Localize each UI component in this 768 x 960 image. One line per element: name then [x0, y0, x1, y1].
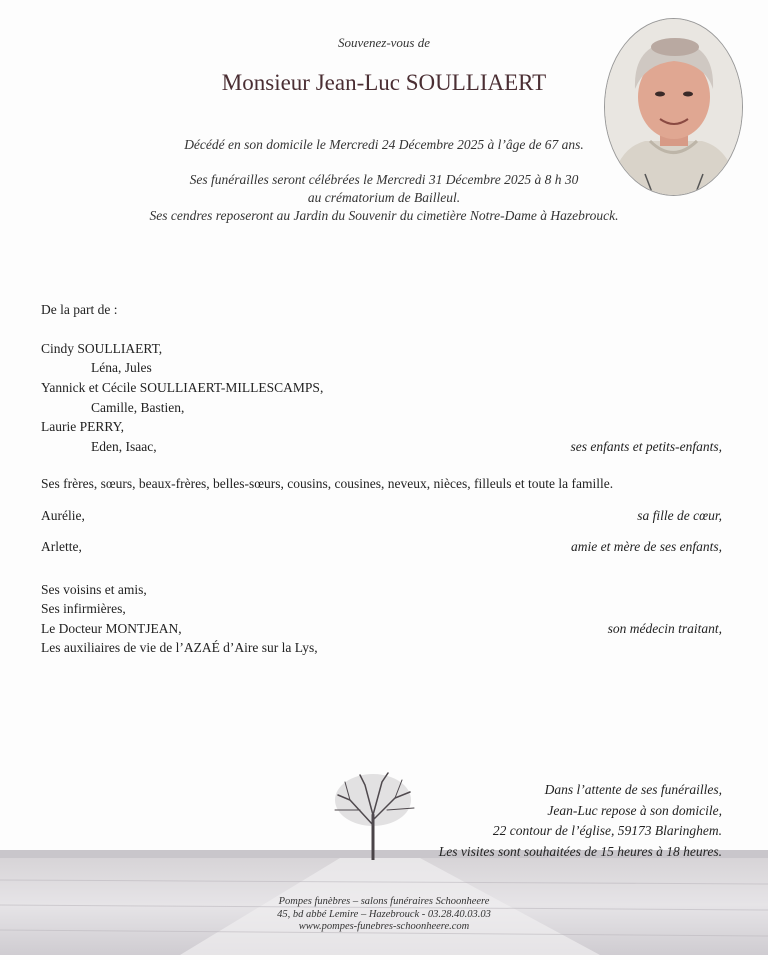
family-line: Cindy SOULLIAERT, [41, 341, 163, 356]
siblings-line: Ses frères, sœurs, beaux-frères, belles-sœurs, cousins, cousines, neveux, nièces, filleuls et toute la famille. [41, 476, 614, 491]
closing-text [439, 780, 722, 862]
family-line: Arlette, [41, 539, 82, 554]
others-line: Les auxiliaires de vie de l’AZAÉ d’Aire sur la Lys, [41, 640, 318, 655]
children-relation: ses enfants et petits-enfants, [570, 439, 722, 454]
closing-line: Jean-Luc repose à son domicile, [547, 802, 722, 818]
footer-website[interactable]: www.pompes-funebres-schoonheere.com [298, 921, 470, 932]
deceased-name: Monsieur Jean-Luc SOULLIAERT [221, 70, 547, 95]
closing-line: Dans l’attente de ses funérailles, [544, 782, 722, 797]
others-line: Ses voisins et amis, [41, 582, 147, 597]
closing-line: 22 contour de l’église, 59173 Blaringhem. [492, 823, 722, 838]
footer-company: Pompes funèbres – salons funéraires Schoonheere [278, 896, 490, 907]
tree-icon [330, 770, 416, 860]
arlette-relation: amie et mère de ses enfants, [571, 539, 722, 554]
family-line: Laurie PERRY, [41, 419, 125, 434]
others-line: Ses infirmières, [41, 601, 126, 616]
death-notice: Décédé en son domicile le Mercredi 24 Décembre 2025 à l’âge de 67 ans. [184, 137, 584, 152]
doctor-relation: son médecin traitant, [607, 621, 722, 636]
footer-address: 45, bd abbé Lemire – Hazebrouck - 03.28.40.03.03 [277, 908, 491, 920]
from-label: De la part de : [41, 302, 118, 317]
family-line: Yannick et Cécile SOULLIAERT-MILLESCAMPS, [41, 380, 324, 395]
funeral-line: au crématorium de Bailleul. [307, 190, 461, 205]
funeral-line: Ses cendres reposeront au Jardin du Souvenir du cimetière Notre-Dame à Hazebrouck. [149, 208, 619, 223]
aurelie-relation: sa fille de cœur, [637, 508, 722, 523]
family-line: Léna, Jules [91, 360, 152, 375]
intro-text: Souvenez-vous de [337, 35, 431, 50]
family-line: Camille, Bastien, [91, 400, 185, 415]
others-line: Le Docteur MONTJEAN, [41, 621, 182, 636]
funeral-line: Ses funérailles seront célébrées le Mercredi 31 Décembre 2025 à 8 h 30 [189, 172, 579, 187]
family-line: Eden, Isaac, [91, 439, 157, 454]
footer [0, 896, 768, 934]
family-line: Aurélie, [41, 508, 85, 523]
closing-line: Les visites sont souhaitées de 15 heures à 18 heures. [438, 843, 722, 859]
